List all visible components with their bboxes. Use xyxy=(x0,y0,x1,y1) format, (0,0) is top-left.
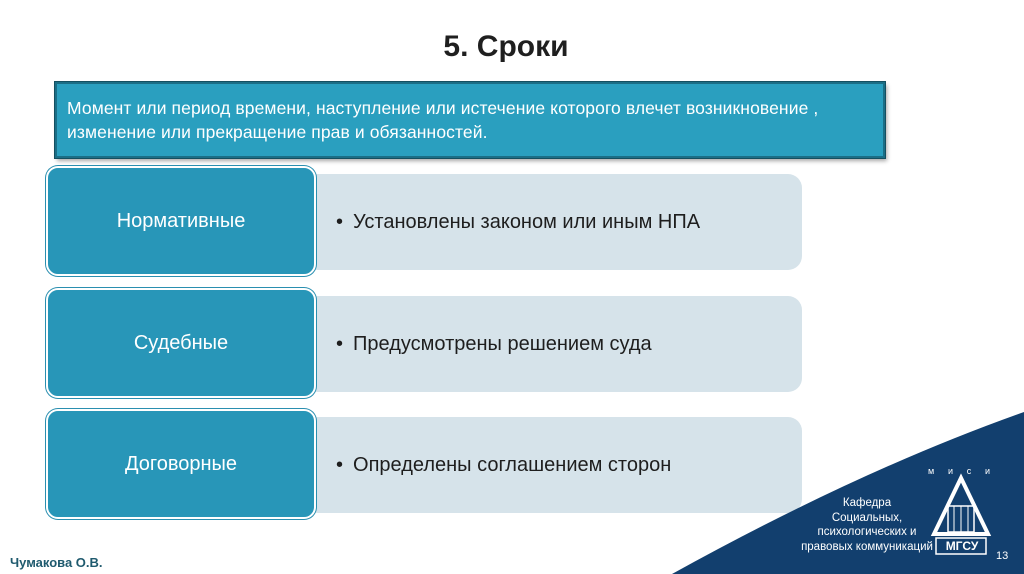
page-number: 13 xyxy=(996,550,1009,562)
slide-title: 5. Сроки xyxy=(443,30,569,63)
author-name: Чумакова О.В. xyxy=(10,555,103,570)
department-line: Кафедра xyxy=(842,497,892,509)
logo-letter: с xyxy=(966,466,972,476)
bullet-mark: • xyxy=(336,453,344,476)
department-line: правовых коммуникаций xyxy=(801,540,933,553)
logo-name: МГСУ xyxy=(945,539,979,553)
row-bullet-text: Установлены законом или иным НПА xyxy=(353,210,701,233)
row-label: Судебные xyxy=(133,331,229,354)
logo-letter: м xyxy=(928,466,935,476)
department-line: психологических и xyxy=(817,526,917,538)
row-label: Нормативные xyxy=(116,209,246,232)
logo-letter: и xyxy=(947,466,953,476)
row-bullet-text: Предусмотрены решением суда xyxy=(353,332,652,355)
logo-letter: и xyxy=(984,466,990,476)
row-bullet-text: Определены соглашением сторон xyxy=(353,453,672,476)
bullet-mark: • xyxy=(336,210,344,233)
row-label: Договорные xyxy=(124,452,238,475)
bullet-mark: • xyxy=(336,332,344,355)
department-line: Социальных, xyxy=(831,511,903,524)
department-label xyxy=(782,496,952,554)
definition-text: Момент или период времени, наступление или истечение которого влечет возникновение , изменение или прекращение прав и обязанностей. xyxy=(67,98,819,142)
